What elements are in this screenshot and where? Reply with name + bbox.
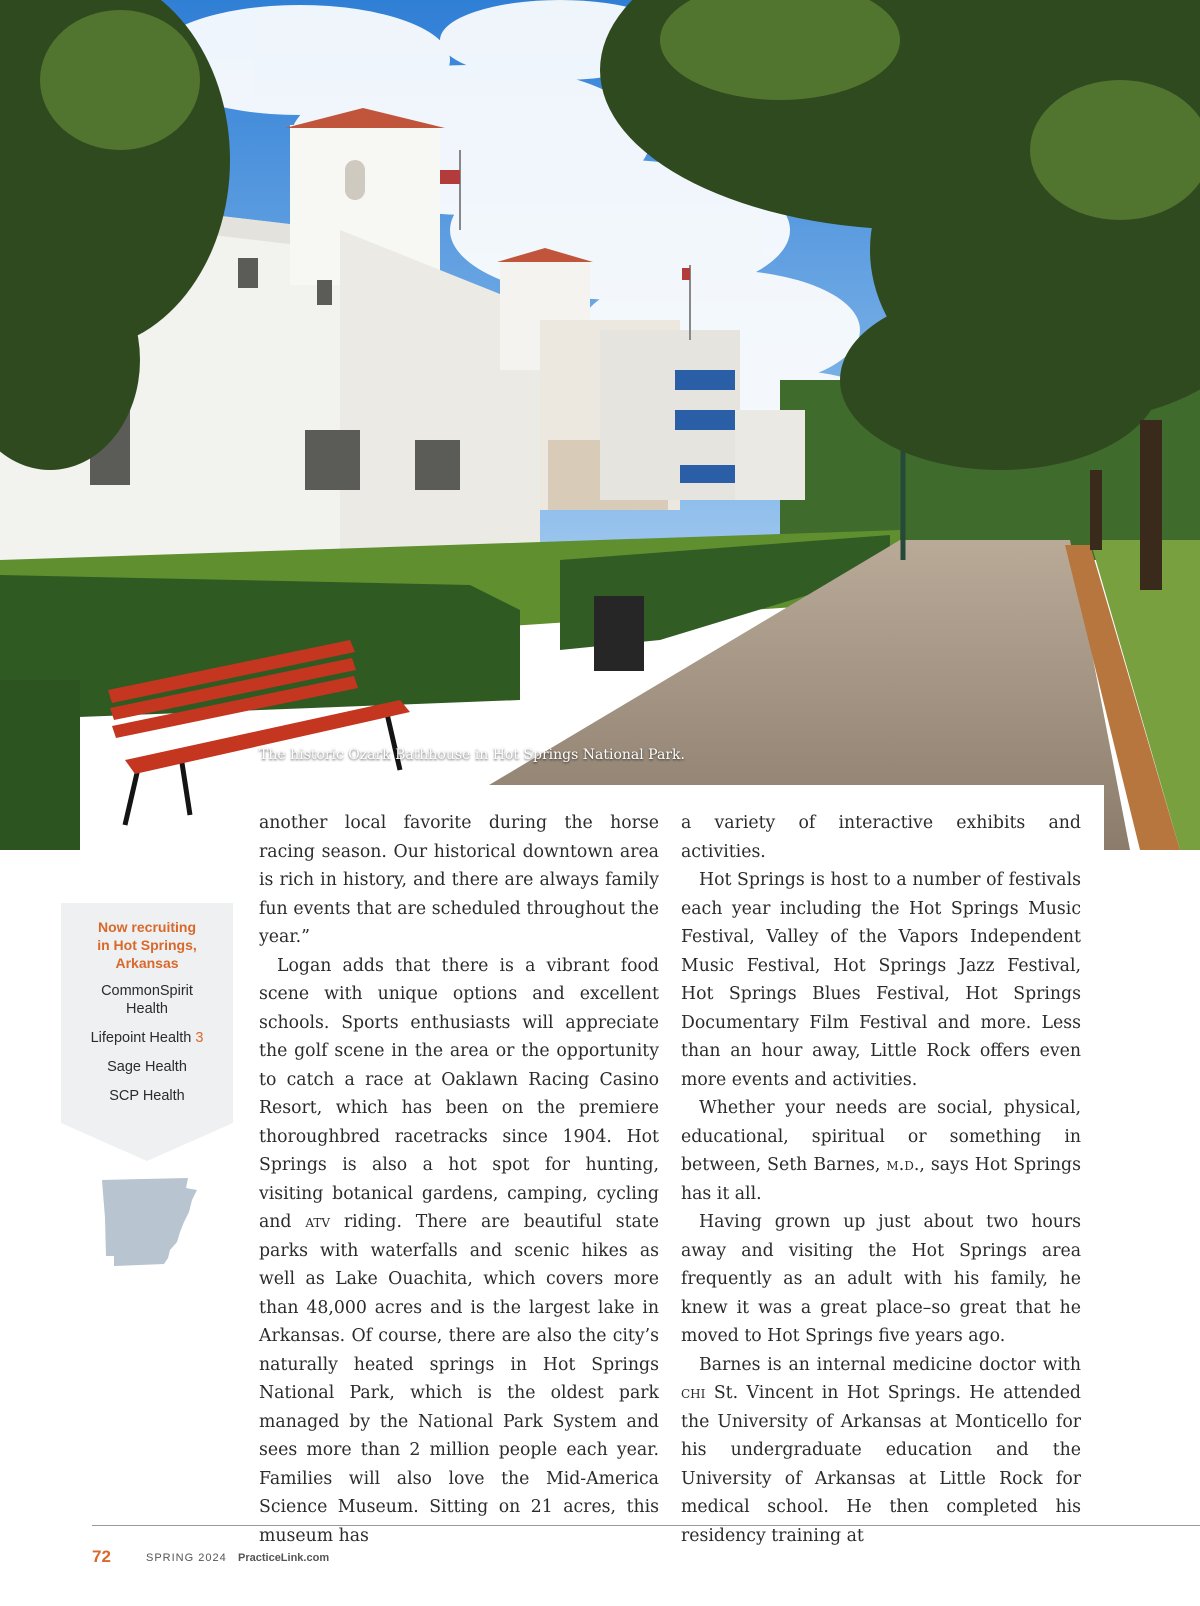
employer-list — [61, 982, 233, 1116]
site-link[interactable]: PracticeLink.com — [238, 1552, 330, 1564]
sidebar-pointer — [61, 1123, 233, 1161]
opening-count: 3 — [195, 1030, 204, 1046]
article-column-left — [259, 809, 659, 1550]
employer-name: CommonSpirit — [101, 983, 193, 999]
employer-scp[interactable] — [61, 1087, 233, 1105]
paragraph: a variety of interactive exhibits and activities. — [681, 813, 1081, 862]
article-column-right — [681, 809, 1081, 1550]
employer-commonspirit[interactable] — [61, 982, 233, 1018]
paragraph: Hot Springs is host to a number of festivals each year including the Hot Springs Music Festival, Valley of the Vapors Independent Music Festival, Hot Springs Jazz Festival, Hot Springs Blues Festival, Hot Springs Documentary Film Festival and more. Less than an hour away, Little Rock offers even more events and activities. — [681, 870, 1081, 1090]
photo-caption: The historic Ozark Bathhouse in Hot Springs National Park. — [259, 747, 685, 763]
arkansas-state-map-icon — [100, 1178, 200, 1270]
paragraph: Whether your needs are social, physical, educational, spiritual or something in between, Seth Barnes, m.d., says Hot Springs has it all. — [681, 1098, 1081, 1204]
employer-name: Health — [126, 1001, 168, 1017]
paragraph: Barnes is an internal medicine doctor with chi St. Vincent in Hot Springs. He attended the University of Arkansas at Monticello for his undergraduate education and the University of Arkansas at Little Rock for medical school. He then completed his residency training at — [681, 1354, 1081, 1546]
paragraph: Having grown up just about two hours away and visiting the Hot Springs area frequently as an adult with his family, he knew it was a great place–so great that he moved to Hot Springs five years ago. — [681, 1212, 1081, 1346]
paragraph: another local favorite during the horse racing season. Our historical downtown area is rich in history, and there are always family fun events that are scheduled throughout the year.” — [259, 813, 659, 947]
employer-name: Lifepoint Health — [90, 1030, 192, 1046]
page-number: 72 — [92, 1547, 111, 1566]
issue-label: SPRING 2024 — [146, 1552, 227, 1564]
employer-name: Sage Health — [107, 1059, 187, 1075]
employer-sage[interactable] — [61, 1058, 233, 1076]
employer-name: SCP Health — [109, 1088, 185, 1104]
sidebar-heading-line: in Hot Springs, — [97, 937, 197, 953]
employer-lifepoint[interactable] — [61, 1029, 233, 1047]
sidebar-heading — [61, 918, 233, 972]
sidebar-heading-line: Now recruiting — [97, 919, 196, 935]
footer-rule — [92, 1525, 1200, 1526]
sidebar-heading-line: Arkansas — [115, 955, 179, 971]
paragraph: Logan adds that there is a vibrant food scene with unique options and excellent schools. Sports enthusiasts will appreciate the golf scene in the area or the opportunity to catch a race at Oaklawn Racing Casino Resort, which has been on the premiere thoroughbred racetracks since 1904. Hot Springs is also a hot spot for hunting, visiting botanical gardens, camping, cycling and atv riding. There are beautiful state parks with waterfalls and scenic hikes as well as Lake Ouachita, which covers more than 48,000 acres and is the largest lake in Arkansas. Of course, there are also the city’s naturally heated springs in Hot Springs National Park, which is the oldest park managed by the National Park System and sees more than 2 million people each year. Families will also love the Mid-America Science Museum. Sitting on 21 acres, this museum has — [259, 955, 659, 1546]
